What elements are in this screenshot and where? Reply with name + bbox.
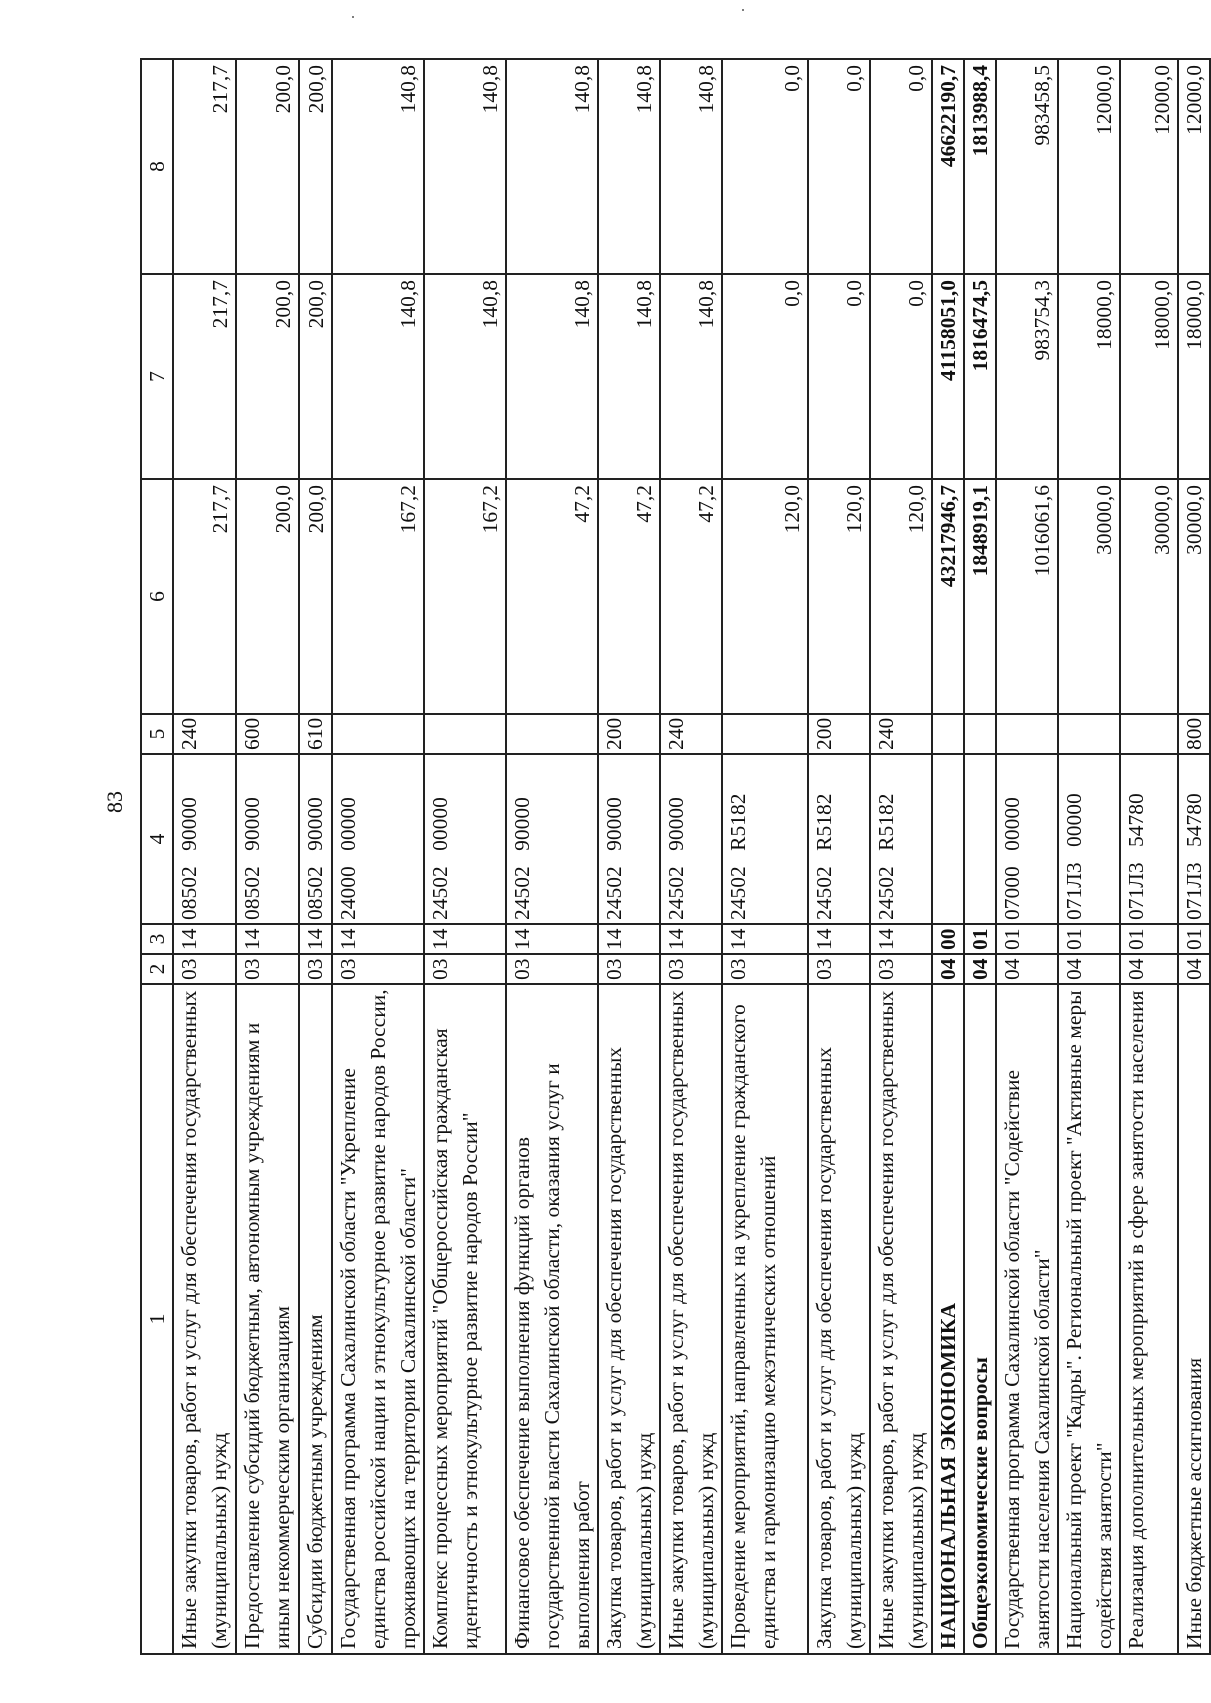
- row-section-code: 03: [424, 954, 506, 984]
- row-expense-type: 200: [808, 714, 870, 754]
- row-amount-col6: 43217946,7: [932, 479, 964, 714]
- scan-speck: [352, 16, 354, 18]
- table-row: [1058, 59, 1120, 1654]
- row-name: Субсидии бюджетным учреждениям: [299, 984, 332, 1654]
- row-amount-col8: 0,0: [870, 59, 932, 274]
- row-section-code: 03: [173, 954, 236, 984]
- header-col-6: 6: [141, 479, 173, 714]
- row-name: Общеэкономические вопросы: [964, 984, 996, 1654]
- table-row: [424, 59, 506, 1654]
- row-expense-type: [964, 714, 996, 754]
- row-expense-type: [332, 714, 424, 754]
- row-amount-col6: 120,0: [808, 479, 870, 714]
- row-amount-col6: 47,2: [660, 479, 722, 714]
- row-target-article: 071Л3 54780: [1120, 754, 1178, 924]
- table-header-row: [141, 59, 173, 1654]
- budget-allocation-table: [140, 58, 1211, 1655]
- row-section-code: 04: [932, 954, 964, 984]
- row-amount-col7: 0,0: [808, 274, 870, 479]
- row-name: Проведение мероприятий, направленных на укрепление гражданского единства и гармонизацию межэтнических отношений: [722, 984, 808, 1654]
- row-amount-col8: 983458,5: [996, 59, 1058, 274]
- row-target-article: 24502 R5182: [870, 754, 932, 924]
- row-name: Иные закупки товаров, работ и услуг для обеспечения государственных (муниципальных) нужд: [173, 984, 236, 1654]
- row-section-code: 04: [1120, 954, 1178, 984]
- row-name: Национальный проект "Кадры". Региональный проект "Активные меры содействия занятости": [1058, 984, 1120, 1654]
- row-expense-type: 610: [299, 714, 332, 754]
- scan-speck: [742, 9, 744, 11]
- table-row: [722, 59, 808, 1654]
- row-expense-type: [996, 714, 1058, 754]
- row-amount-col6: 1848919,1: [964, 479, 996, 714]
- row-expense-type: 240: [660, 714, 722, 754]
- row-amount-col6: 200,0: [299, 479, 332, 714]
- row-expense-type: 600: [236, 714, 299, 754]
- row-section-code: 04: [964, 954, 996, 984]
- row-amount-col8: 140,8: [332, 59, 424, 274]
- row-section-code: 03: [299, 954, 332, 984]
- row-name: НАЦИОНАЛЬНАЯ ЭКОНОМИКА: [932, 984, 964, 1654]
- page-number: 83: [102, 791, 127, 813]
- row-target-article: [932, 754, 964, 924]
- row-subsection-code: 01: [1120, 924, 1178, 954]
- row-target-article: 24502 R5182: [722, 754, 808, 924]
- row-amount-col7: 1816474,5: [964, 274, 996, 479]
- header-col-3: 3: [141, 924, 173, 954]
- row-name: Финансовое обеспечение выполнения функций органов государственной власти Сахалинской области, оказания услуг и выполнения работ: [506, 984, 598, 1654]
- row-subsection-code: 14: [173, 924, 236, 954]
- table-row: [808, 59, 870, 1654]
- row-amount-col6: 30000,0: [1178, 479, 1210, 714]
- budget-table-frame: [140, 60, 1206, 1655]
- row-amount-col8: 140,8: [598, 59, 660, 274]
- row-target-article: 24502 90000: [506, 754, 598, 924]
- row-amount-col7: 0,0: [870, 274, 932, 479]
- row-section-code: 03: [660, 954, 722, 984]
- row-name: Иные закупки товаров, работ и услуг для обеспечения государственных (муниципальных) нужд: [660, 984, 722, 1654]
- row-subsection-code: 14: [506, 924, 598, 954]
- row-expense-type: [722, 714, 808, 754]
- table-row: [173, 59, 236, 1654]
- row-amount-col6: 47,2: [506, 479, 598, 714]
- row-amount-col7: 0,0: [722, 274, 808, 479]
- table-row: [932, 59, 964, 1654]
- row-target-article: 071Л3 54780: [1178, 754, 1210, 924]
- row-subsection-code: 14: [870, 924, 932, 954]
- row-amount-col6: 200,0: [236, 479, 299, 714]
- header-col-8: 8: [141, 59, 173, 274]
- row-amount-col8: 200,0: [236, 59, 299, 274]
- row-amount-col7: 18000,0: [1058, 274, 1120, 479]
- row-expense-type: [424, 714, 506, 754]
- row-subsection-code: 14: [660, 924, 722, 954]
- row-subsection-code: 01: [1178, 924, 1210, 954]
- row-amount-col7: 140,8: [598, 274, 660, 479]
- row-expense-type: 200: [598, 714, 660, 754]
- row-amount-col7: 18000,0: [1178, 274, 1210, 479]
- table-row: [870, 59, 932, 1654]
- row-subsection-code: 14: [299, 924, 332, 954]
- row-section-code: 03: [332, 954, 424, 984]
- row-subsection-code: 01: [1058, 924, 1120, 954]
- row-amount-col8: 0,0: [722, 59, 808, 274]
- row-section-code: 04: [1178, 954, 1210, 984]
- table-row: [598, 59, 660, 1654]
- row-subsection-code: 00: [932, 924, 964, 954]
- row-subsection-code: 14: [424, 924, 506, 954]
- row-section-code: 03: [722, 954, 808, 984]
- row-expense-type: 240: [173, 714, 236, 754]
- row-target-article: 24502 R5182: [808, 754, 870, 924]
- row-target-article: 24000 00000: [332, 754, 424, 924]
- row-amount-col8: 0,0: [808, 59, 870, 274]
- table-row: [996, 59, 1058, 1654]
- row-amount-col6: 30000,0: [1058, 479, 1120, 714]
- row-subsection-code: 14: [236, 924, 299, 954]
- row-expense-type: 240: [870, 714, 932, 754]
- row-section-code: 03: [506, 954, 598, 984]
- row-amount-col8: 12000,0: [1178, 59, 1210, 274]
- row-name: Государственная программа Сахалинской области "Укрепление единства российской нации и этнокультурное развитие народов России, проживающих на территории Сахалинской области": [332, 984, 424, 1654]
- row-target-article: 071Л3 00000: [1058, 754, 1120, 924]
- header-col-4: 4: [141, 754, 173, 924]
- row-amount-col8: 140,8: [506, 59, 598, 274]
- row-name: Закупка товаров, работ и услуг для обеспечения государственных (муниципальных) нужд: [598, 984, 660, 1654]
- row-expense-type: [932, 714, 964, 754]
- row-section-code: 03: [870, 954, 932, 984]
- row-target-article: 24502 90000: [660, 754, 722, 924]
- row-amount-col7: 18000,0: [1120, 274, 1178, 479]
- row-section-code: 03: [598, 954, 660, 984]
- row-name: Иные закупки товаров, работ и услуг для обеспечения государственных (муниципальных) нужд: [870, 984, 932, 1654]
- row-amount-col7: 200,0: [236, 274, 299, 479]
- row-target-article: 08502 90000: [173, 754, 236, 924]
- table-row: [964, 59, 996, 1654]
- row-amount-col8: 217,7: [173, 59, 236, 274]
- row-target-article: 24502 90000: [598, 754, 660, 924]
- row-amount-col7: 140,8: [424, 274, 506, 479]
- row-amount-col8: 200,0: [299, 59, 332, 274]
- row-amount-col6: 167,2: [332, 479, 424, 714]
- row-amount-col7: 140,8: [506, 274, 598, 479]
- table-row: [332, 59, 424, 1654]
- table-row: [1178, 59, 1210, 1654]
- row-amount-col6: 217,7: [173, 479, 236, 714]
- header-col-5: 5: [141, 714, 173, 754]
- table-row: [506, 59, 598, 1654]
- row-subsection-code: 01: [996, 924, 1058, 954]
- row-amount-col7: 983754,3: [996, 274, 1058, 479]
- row-amount-col7: 41158051,0: [932, 274, 964, 479]
- header-col-7: 7: [141, 274, 173, 479]
- row-target-article: 08502 90000: [236, 754, 299, 924]
- row-amount-col6: 47,2: [598, 479, 660, 714]
- table-row: [236, 59, 299, 1654]
- row-amount-col6: 167,2: [424, 479, 506, 714]
- row-name: Закупка товаров, работ и услуг для обеспечения государственных (муниципальных) нужд: [808, 984, 870, 1654]
- row-target-article: 24502 00000: [424, 754, 506, 924]
- row-amount-col8: 140,8: [660, 59, 722, 274]
- header-col-1: 1: [141, 984, 173, 1654]
- row-amount-col8: 46622190,7: [932, 59, 964, 274]
- row-amount-col8: 12000,0: [1058, 59, 1120, 274]
- row-expense-type: [1058, 714, 1120, 754]
- row-section-code: 04: [1058, 954, 1120, 984]
- row-name: Реализация дополнительных мероприятий в сфере занятости населения: [1120, 984, 1178, 1654]
- row-name: Комплекс процессных мероприятий "Общероссийская гражданская идентичность и этнокультурное развитие народов России": [424, 984, 506, 1654]
- row-amount-col8: 1813988,4: [964, 59, 996, 274]
- table-row: [660, 59, 722, 1654]
- row-section-code: 03: [236, 954, 299, 984]
- row-amount-col7: 140,8: [660, 274, 722, 479]
- row-target-article: 07000 00000: [996, 754, 1058, 924]
- row-amount-col7: 140,8: [332, 274, 424, 479]
- row-subsection-code: 14: [722, 924, 808, 954]
- row-target-article: [964, 754, 996, 924]
- row-amount-col7: 200,0: [299, 274, 332, 479]
- row-section-code: 03: [808, 954, 870, 984]
- row-name: Государственная программа Сахалинской области "Содействие занятости населения Сахалинской области": [996, 984, 1058, 1654]
- row-subsection-code: 14: [332, 924, 424, 954]
- row-amount-col8: 140,8: [424, 59, 506, 274]
- row-section-code: 04: [996, 954, 1058, 984]
- row-expense-type: [1120, 714, 1178, 754]
- row-name: Иные бюджетные ассигнования: [1178, 984, 1210, 1654]
- header-col-2: 2: [141, 954, 173, 984]
- row-target-article: 08502 90000: [299, 754, 332, 924]
- row-amount-col6: 1016061,6: [996, 479, 1058, 714]
- row-amount-col6: 30000,0: [1120, 479, 1178, 714]
- row-name: Предоставление субсидий бюджетным, автономным учреждениям и иным некоммерческим организациям: [236, 984, 299, 1654]
- row-amount-col8: 12000,0: [1120, 59, 1178, 274]
- row-subsection-code: 01: [964, 924, 996, 954]
- row-expense-type: [506, 714, 598, 754]
- row-subsection-code: 14: [598, 924, 660, 954]
- row-expense-type: 800: [1178, 714, 1210, 754]
- row-amount-col6: 120,0: [870, 479, 932, 714]
- row-subsection-code: 14: [808, 924, 870, 954]
- table-row: [1120, 59, 1178, 1654]
- row-amount-col7: 217,7: [173, 274, 236, 479]
- row-amount-col6: 120,0: [722, 479, 808, 714]
- table-row: [299, 59, 332, 1654]
